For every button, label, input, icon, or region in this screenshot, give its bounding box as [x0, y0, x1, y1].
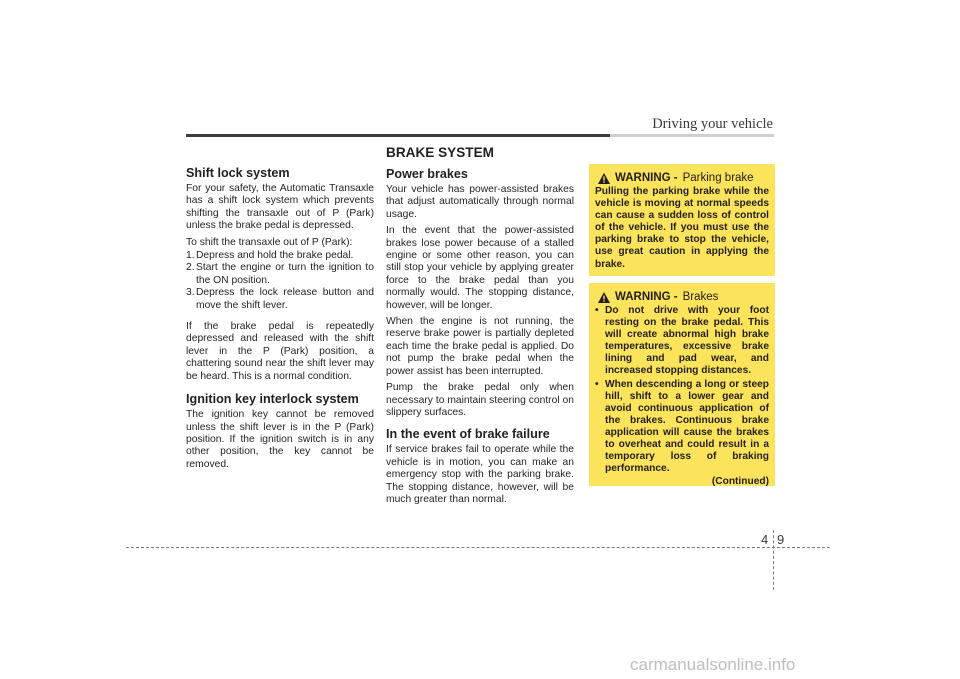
- heading-ignition-interlock: Ignition key interlock system: [186, 392, 359, 407]
- warning-topic: Brakes: [682, 291, 719, 303]
- warning-triangle-icon: [598, 292, 610, 303]
- warning-label: WARNING -: [615, 172, 678, 184]
- warning-bullets: [595, 305, 769, 475]
- heading-power-brakes: Power brakes: [386, 167, 468, 181]
- list-item: • Do not drive with your foot resting on the brake pedal. This will create abnormal high brake temperatures, excessive brake lining and pad wear, and increased stopping distances.: [595, 305, 769, 377]
- running-header: Driving your vehicle: [652, 116, 773, 132]
- heading-shift-lock: Shift lock system: [186, 166, 290, 180]
- paragraph: To shift the transaxle out of P (Park):: [186, 236, 353, 248]
- paragraph: The ignition key cannot be removed unless the shift lever is in the P (Park) position. If the ignition switch is in any other position, the key cannot be removed.: [186, 409, 374, 470]
- heading-brake-failure: In the event of brake failure: [386, 427, 550, 442]
- page-number: 9: [777, 532, 785, 547]
- warning-box-parking-brake: [589, 164, 775, 276]
- chapter-number: 4: [761, 532, 769, 547]
- paragraph: Pump the brake pedal only when necessary to maintain steering control on slippery surfaces.: [386, 382, 574, 418]
- watermark: carmanualsonline.info: [630, 655, 796, 674]
- footer-divider: [773, 530, 774, 590]
- warning-box-brakes: [589, 283, 775, 486]
- warning-label: WARNING -: [615, 291, 678, 303]
- left-column: [186, 166, 374, 475]
- paragraph: When the engine is not running, the reserve brake power is partially depleted each time the brake pedal is applied. Do not pump the brake pedal when the power assist has been interrupted.: [386, 316, 574, 377]
- paragraph: Your vehicle has power-assisted brakes that adjust automatically through normal usage.: [386, 184, 574, 220]
- warning-title: [598, 172, 769, 184]
- warning-topic: Parking brake: [682, 172, 754, 184]
- header-rule-light: [610, 134, 774, 137]
- list-item: 3.Depress the lock release button and move the shift lever.: [186, 287, 374, 311]
- warning-triangle-icon: [598, 173, 610, 184]
- paragraph: In the event that the power-assisted brakes lose power because of a stalled engine or some other reason, you can still stop your vehicle by applying greater force to the brake pedal than you normally would. The stopping distance, however, will be longer.: [386, 225, 574, 311]
- paragraph: For your safety, the Automatic Transaxle has a shift lock system which prevents shifting the transaxle out of P (Park) unless the brake pedal is depressed.: [186, 183, 374, 232]
- middle-column: [386, 145, 574, 510]
- warning-title: [598, 291, 769, 303]
- continued-label: (Continued): [711, 476, 769, 488]
- steps-list: [186, 250, 374, 312]
- list-item: • When descending a long or steep hill, shift to a lower gear and avoid continuous application of the brakes. Continuous brake application will cause the brakes to overheat and could result in a temporary loss of braking performance.: [595, 378, 769, 475]
- warning-text: Pulling the parking brake while the vehicle is moving at normal speeds can cause a sudden loss of control of the vehicle. If you must use the parking brake to stop the vehicle, use great caution in applying the brake.: [595, 186, 769, 270]
- paragraph: If the brake pedal is repeatedly depressed and released with the shift lever in the P (Park) position, a chattering sound near the shift lever may be heard. This is a normal condition.: [186, 321, 374, 382]
- list-item: 1.Depress and hold the brake pedal.: [186, 250, 354, 262]
- list-item: 2.Start the engine or turn the ignition to the ON position.: [186, 262, 374, 286]
- footer-dashed-rule: [126, 547, 830, 548]
- paragraph: If service brakes fail to operate while the vehicle is in motion, you can make an emergency stop with the parking brake. The stopping distance, however, will be much greater than normal.: [386, 444, 574, 505]
- section-title: BRAKE SYSTEM: [386, 145, 495, 160]
